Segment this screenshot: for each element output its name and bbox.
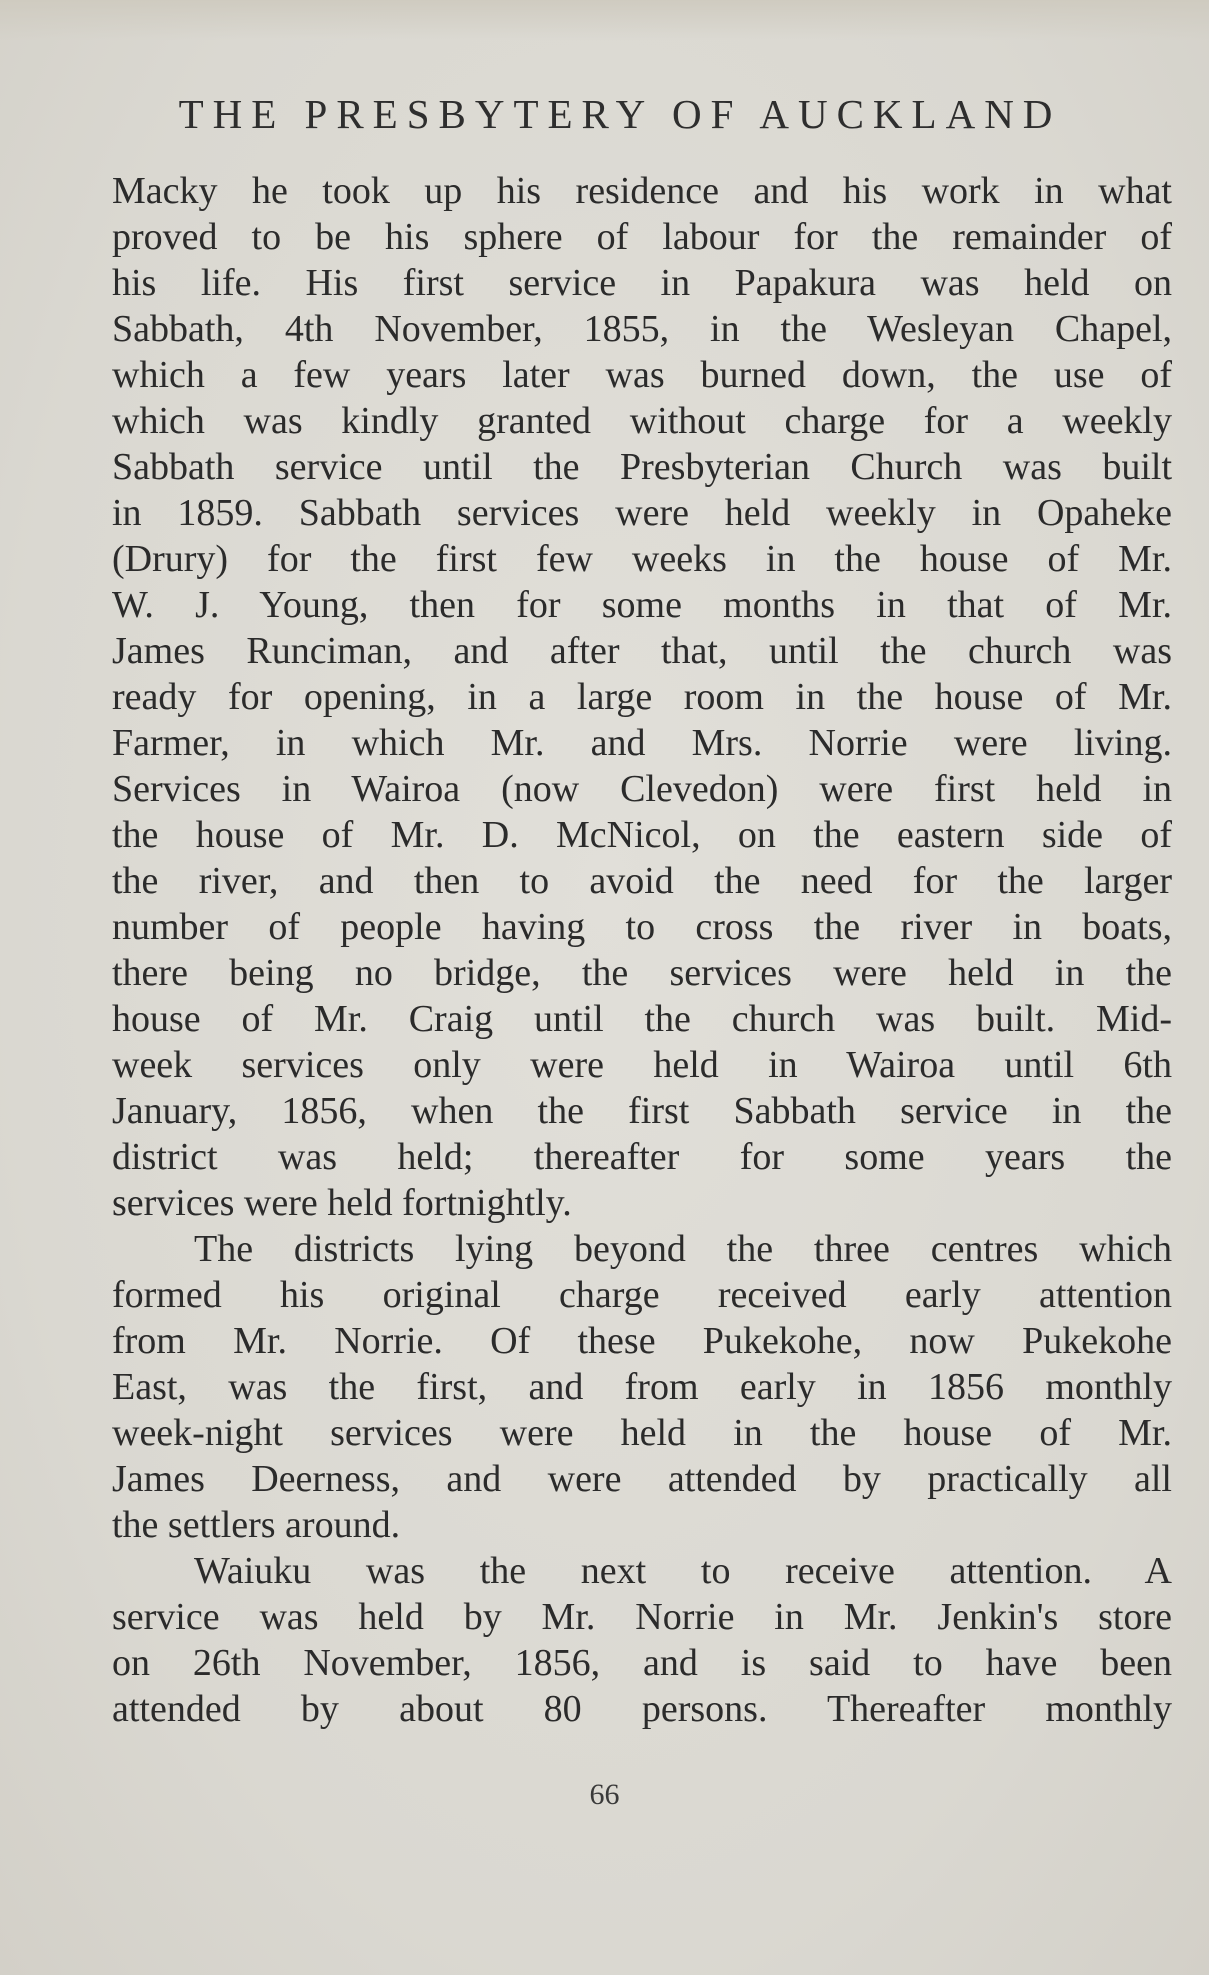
text-line: there being no bridge, the services were held in the — [112, 952, 1172, 994]
text-line: attended by about 80 persons. Thereafter monthly — [112, 1688, 1172, 1730]
text-line: services were held fortnightly. — [112, 1182, 572, 1224]
text-line: (Drury) for the first few weeks in the house of Mr. — [112, 538, 1172, 580]
text-line: his life. His first service in Papakura was held on — [112, 262, 1172, 304]
text-line: in 1859. Sabbath services were held weekly in Opaheke — [112, 492, 1172, 534]
running-head: THE PRESBYTERY OF AUCKLAND — [178, 91, 1062, 137]
text-line: house of Mr. Craig until the church was built. Mid- — [112, 998, 1172, 1040]
text-line: The districts lying beyond the three centres which — [194, 1228, 1172, 1270]
text-line: the house of Mr. D. McNicol, on the eastern side of — [112, 814, 1172, 856]
text-line: ready for opening, in a large room in the house of Mr. — [112, 676, 1172, 718]
text-line: on 26th November, 1856, and is said to have been — [112, 1642, 1172, 1684]
page-top-edge — [0, 0, 1209, 40]
text-line: proved to be his sphere of labour for the remainder of — [112, 216, 1172, 258]
text-line: which was kindly granted without charge for a weekly — [112, 400, 1172, 442]
text-line: Macky he took up his residence and his work in what — [112, 170, 1172, 212]
text-line: formed his original charge received early attention — [112, 1274, 1172, 1316]
text-line: number of people having to cross the river in boats, — [112, 906, 1172, 948]
body-text — [112, 168, 1172, 1732]
text-line: which a few years later was burned down, the use of — [112, 354, 1172, 396]
text-line: Waiuku was the next to receive attention. A — [194, 1550, 1172, 1592]
text-line: Sabbath, 4th November, 1855, in the Wesleyan Chapel, — [112, 308, 1172, 350]
text-line: week-night services were held in the house of Mr. — [112, 1412, 1172, 1454]
text-line: service was held by Mr. Norrie in Mr. Jenkin's store — [112, 1596, 1172, 1638]
text-line: from Mr. Norrie. Of these Pukekohe, now Pukekohe — [112, 1320, 1172, 1362]
text-line: East, was the first, and from early in 1856 monthly — [112, 1366, 1172, 1408]
text-line: Sabbath service until the Presbyterian Church was built — [112, 446, 1172, 488]
text-line: James Deerness, and were attended by practically all — [112, 1458, 1172, 1500]
text-line: Farmer, in which Mr. and Mrs. Norrie were living. — [112, 722, 1172, 764]
text-line: Services in Wairoa (now Clevedon) were first held in — [112, 768, 1172, 810]
text-line: the settlers around. — [112, 1504, 401, 1546]
text-line: W. J. Young, then for some months in that of Mr. — [112, 584, 1172, 626]
text-line: January, 1856, when the first Sabbath service in the — [112, 1090, 1172, 1132]
text-line: week services only were held in Wairoa until 6th — [112, 1044, 1172, 1086]
text-line: James Runciman, and after that, until the church was — [112, 630, 1172, 672]
page-number: 66 — [589, 1778, 620, 1811]
text-line: the river, and then to avoid the need for the larger — [112, 860, 1172, 902]
text-line: district was held; thereafter for some years the — [112, 1136, 1172, 1178]
